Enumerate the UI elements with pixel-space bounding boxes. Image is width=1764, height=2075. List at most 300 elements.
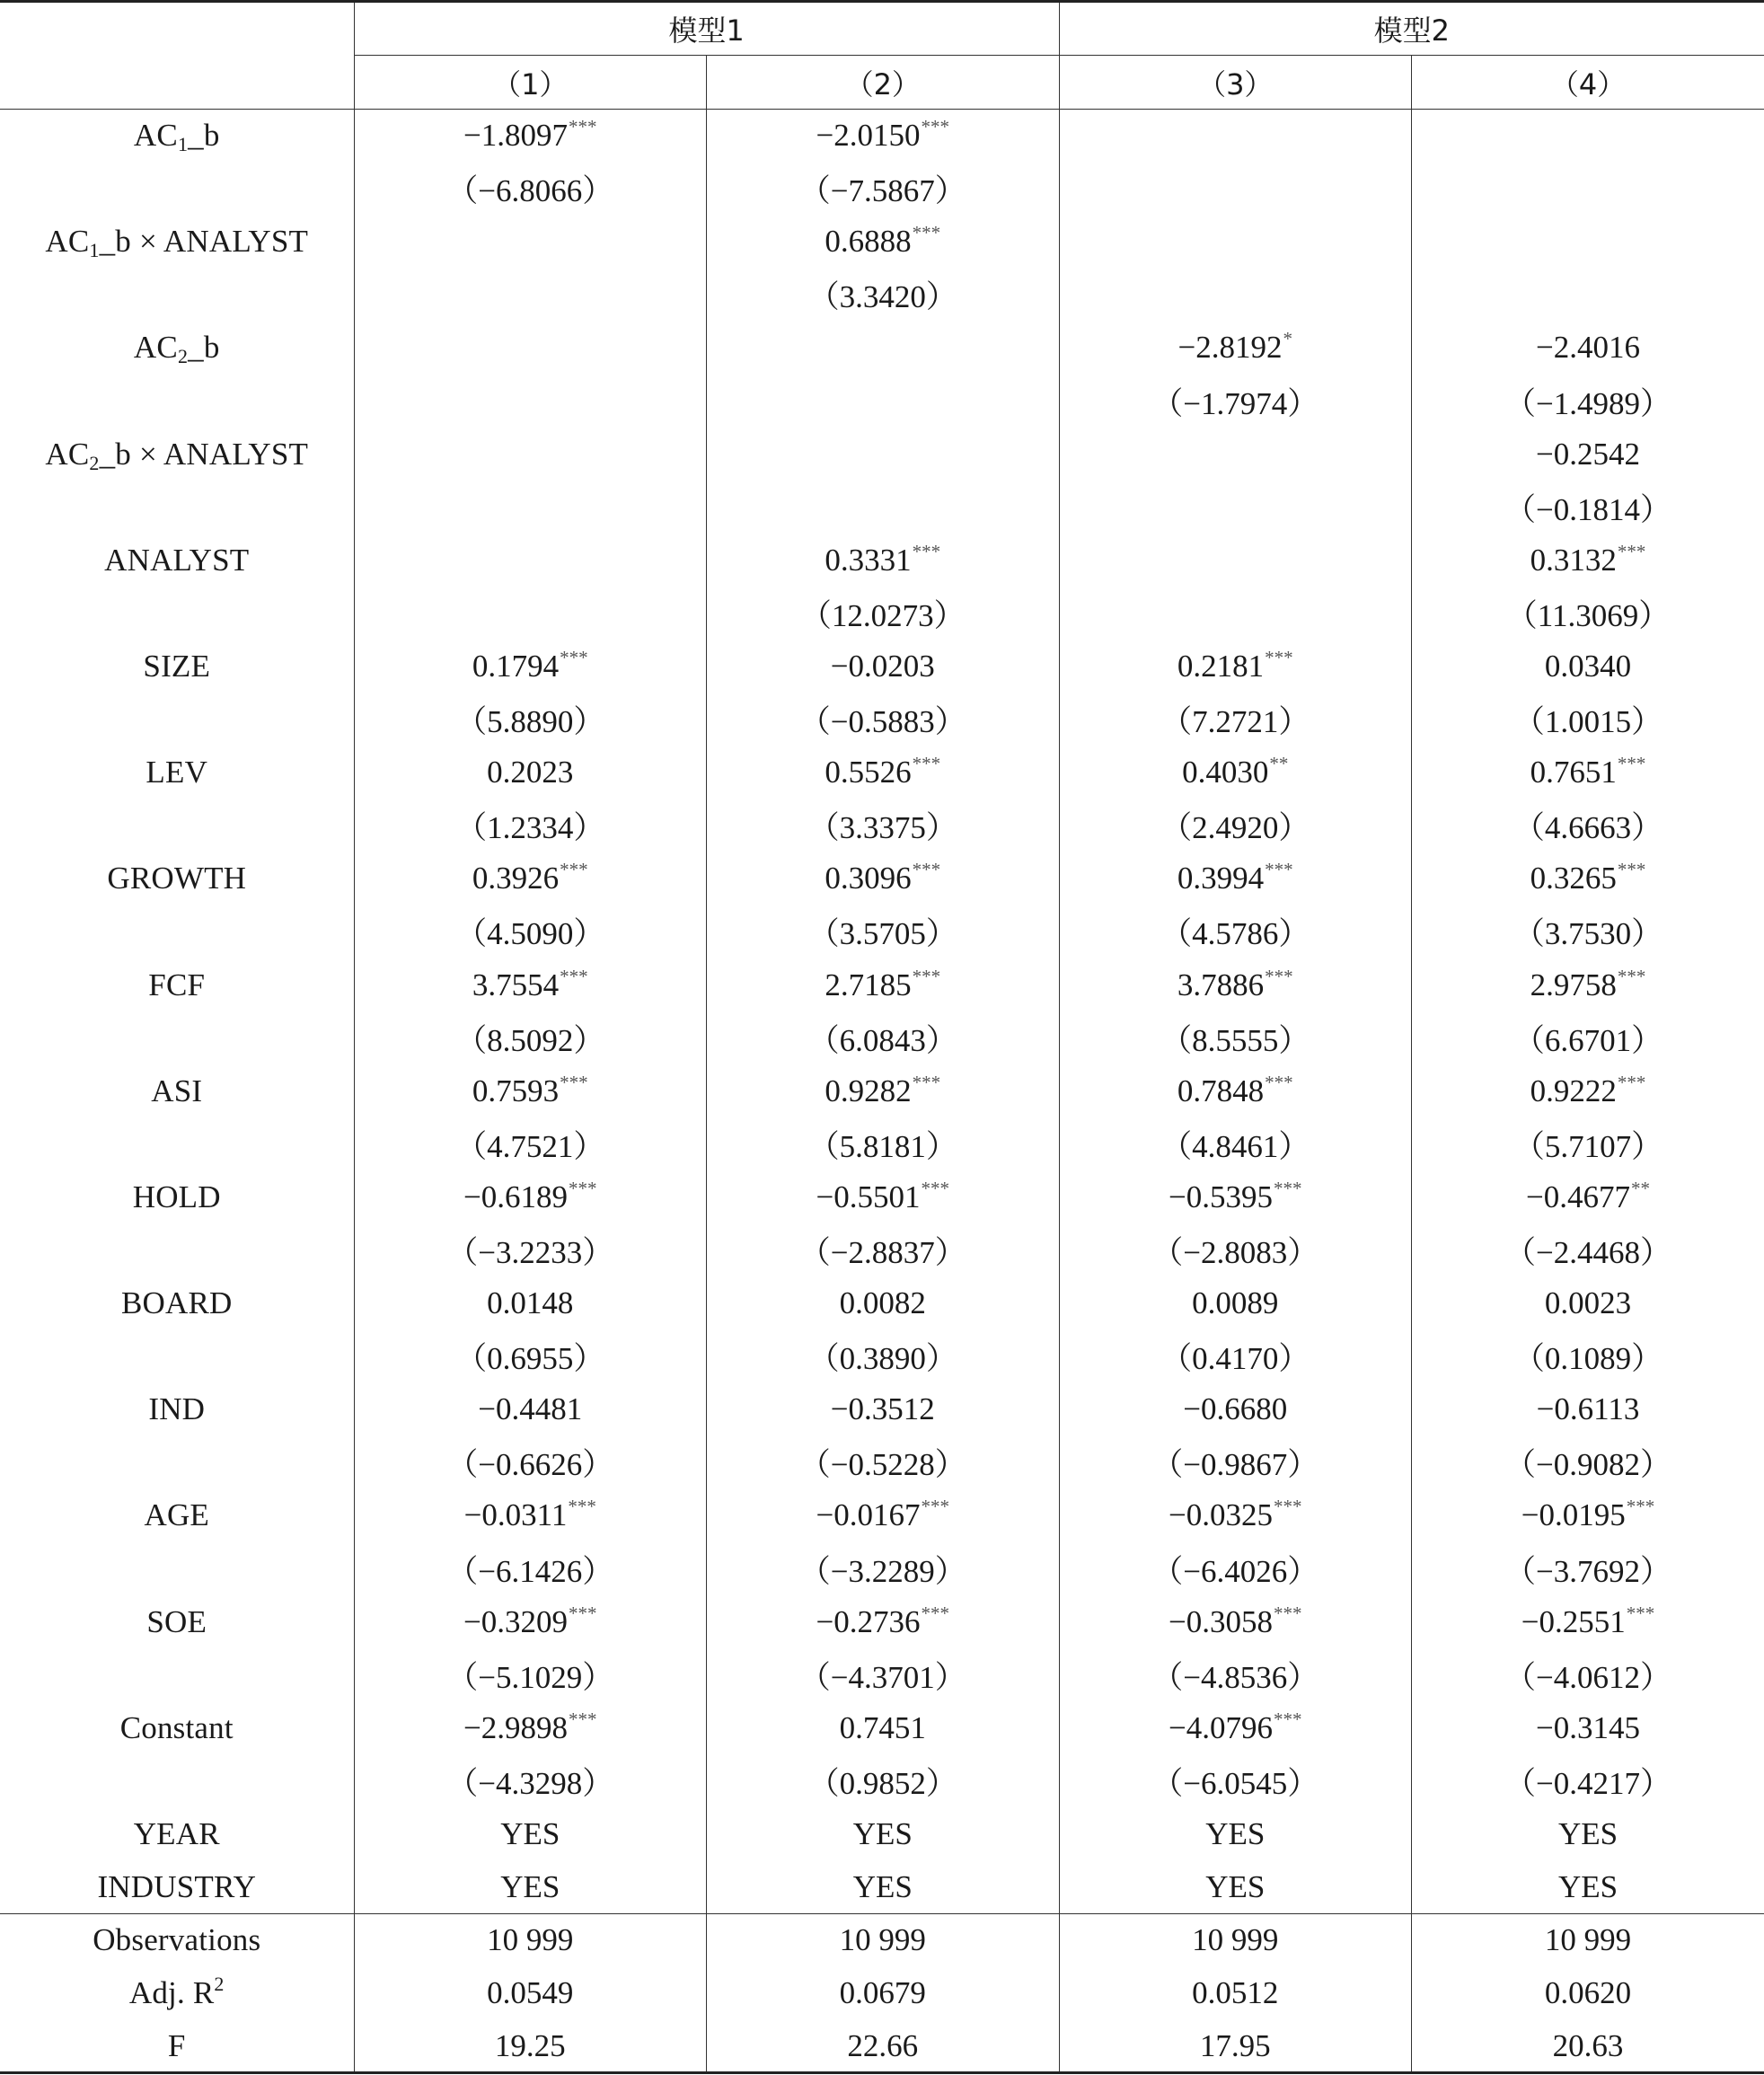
cell-value: −0.0167 [816, 1497, 921, 1533]
cell-value: 10 999 [487, 1922, 574, 1958]
cell-value: （7.2721） [1160, 704, 1310, 740]
cell-value: 0.0512 [1192, 1975, 1279, 2011]
value-cell-col-2 [707, 1542, 1060, 1595]
cell-value: （−3.2233） [446, 1235, 614, 1271]
value-cell-col-2 [707, 1701, 1060, 1754]
cell-value: （4.6663） [1513, 810, 1663, 846]
row-label-cell [0, 1383, 354, 1436]
cell-value: −0.6189 [463, 1179, 568, 1214]
row-label-cell [0, 1754, 354, 1807]
value-cell-col-3 [1059, 269, 1412, 322]
cell-value: （−0.5883） [798, 704, 966, 740]
value-cell-col-4 [1412, 1170, 1764, 1223]
significance-stars: *** [912, 1071, 941, 1093]
row-label-cell [0, 640, 354, 693]
value-cell-col-2 [707, 1011, 1060, 1064]
cell-value: YES [1205, 1868, 1266, 1904]
cell-value: （1.0015） [1513, 704, 1663, 740]
cell-value: −2.9898 [463, 1709, 568, 1745]
value-cell-col-3 [1059, 1861, 1412, 1914]
value-cell-col-4 [1412, 1914, 1764, 1967]
table-row [0, 1542, 1764, 1595]
cell-value: 0.3994 [1177, 861, 1265, 896]
row-label-cell [0, 799, 354, 852]
row-label-cell [0, 1648, 354, 1701]
cell-value: −4.0796 [1169, 1709, 1273, 1745]
cell-value: （−2.4468） [1504, 1235, 1671, 1271]
cell-value: （−1.7974） [1151, 385, 1319, 421]
row-label-suffix: _b [188, 118, 220, 154]
value-cell-col-3 [1059, 693, 1412, 746]
table-row [0, 110, 1764, 163]
significance-stars: *** [1274, 1708, 1302, 1730]
value-cell-col-2 [707, 1914, 1060, 1967]
cell-value: （−0.5228） [798, 1447, 966, 1483]
row-label: F [167, 2027, 186, 2063]
cell-value: 10 999 [1544, 1922, 1632, 1958]
cell-value: （−2.8083） [1151, 1235, 1319, 1271]
table-row [0, 1223, 1764, 1276]
table-row [0, 1064, 1764, 1117]
value-cell-col-2 [707, 1064, 1060, 1117]
header-column-2: （2） [707, 56, 1060, 110]
value-cell-col-3 [1059, 1542, 1412, 1595]
value-cell-col-3 [1059, 1064, 1412, 1117]
value-cell-col-1 [354, 2020, 707, 2073]
value-cell-col-1 [354, 693, 707, 746]
cell-value: （−3.7692） [1504, 1553, 1671, 1589]
value-cell-col-3 [1059, 1754, 1412, 1807]
row-label-cell [0, 1701, 354, 1754]
value-cell-col-3 [1059, 1489, 1412, 1542]
cell-value: −2.8192 [1177, 330, 1283, 366]
table-row [0, 905, 1764, 958]
cell-value: 0.7593 [472, 1073, 560, 1108]
cell-value: 0.0082 [839, 1285, 926, 1321]
value-cell-col-3 [1059, 852, 1412, 905]
header-group-model-1: 模型1 [354, 2, 1059, 56]
value-cell-col-1 [354, 1277, 707, 1330]
cell-value: 0.3132 [1530, 542, 1617, 578]
significance-stars: *** [1265, 965, 1293, 987]
row-label: AC [45, 436, 90, 472]
table-row [0, 1967, 1764, 2020]
value-cell-col-3 [1059, 905, 1412, 958]
significance-stars: *** [560, 859, 588, 881]
value-cell-col-1 [354, 534, 707, 587]
header-column-3: （3） [1059, 56, 1412, 110]
value-cell-col-1 [354, 1489, 707, 1542]
cell-value: 17.95 [1199, 2027, 1271, 2063]
row-label-cell [0, 1011, 354, 1064]
cell-value: −0.0325 [1169, 1497, 1273, 1533]
cell-value: （5.8890） [455, 704, 605, 740]
significance-stars: *** [1617, 965, 1646, 987]
value-cell-col-1 [354, 110, 707, 163]
cell-value: −0.3058 [1169, 1603, 1273, 1639]
value-cell-col-4 [1412, 799, 1764, 852]
value-cell-col-2 [707, 1967, 1060, 2020]
cell-value: −1.8097 [463, 118, 568, 154]
cell-value: 0.2023 [487, 755, 574, 790]
value-cell-col-3 [1059, 534, 1412, 587]
cell-value: （−6.0545） [1151, 1765, 1319, 1801]
value-cell-col-1 [354, 640, 707, 693]
header-column-4: （4） [1412, 56, 1764, 110]
value-cell-col-2 [707, 958, 1060, 1011]
cell-value: （−1.4989） [1504, 385, 1671, 421]
cell-value: −0.6680 [1183, 1391, 1288, 1427]
table-row [0, 1595, 1764, 1648]
value-cell-col-2 [707, 1223, 1060, 1276]
cell-value: （−0.4217） [1504, 1765, 1671, 1801]
cell-value: （4.8461） [1160, 1128, 1310, 1164]
cell-value: （3.5705） [807, 916, 957, 952]
value-cell-col-4 [1412, 1223, 1764, 1276]
table-row [0, 799, 1764, 852]
cell-value: 0.3926 [472, 861, 560, 896]
value-cell-col-4 [1412, 1436, 1764, 1489]
value-cell-col-4 [1412, 375, 1764, 428]
table-row [0, 1277, 1764, 1330]
significance-stars: *** [1265, 1071, 1293, 1093]
cell-value: −0.3209 [463, 1603, 568, 1639]
cell-value: 0.5526 [825, 755, 912, 790]
value-cell-col-2 [707, 481, 1060, 534]
significance-stars: *** [568, 1496, 596, 1518]
cell-value: （−6.4026） [1151, 1553, 1319, 1589]
value-cell-col-2 [707, 269, 1060, 322]
value-cell-col-1 [354, 1117, 707, 1170]
value-cell-col-1 [354, 216, 707, 269]
value-cell-col-1 [354, 1011, 707, 1064]
cell-value: （−6.8066） [446, 173, 614, 209]
table-row [0, 693, 1764, 746]
row-label-cell [0, 852, 354, 905]
cell-value: YES [852, 1816, 913, 1852]
cell-value: YES [1557, 1816, 1618, 1852]
value-cell-col-1 [354, 1701, 707, 1754]
row-label-cell [0, 216, 354, 269]
cell-value: 0.9282 [825, 1073, 912, 1108]
value-cell-col-1 [354, 481, 707, 534]
value-cell-col-2 [707, 216, 1060, 269]
row-label-subscript: 2 [89, 451, 100, 474]
significance-stars: *** [1265, 646, 1293, 668]
cell-value: −0.3145 [1536, 1709, 1640, 1745]
significance-stars: *** [1265, 859, 1293, 881]
table-row [0, 1701, 1764, 1754]
value-cell-col-3 [1059, 1648, 1412, 1701]
table-row [0, 322, 1764, 375]
value-cell-col-3 [1059, 1330, 1412, 1383]
value-cell-col-3 [1059, 1223, 1412, 1276]
row-label: Constant [119, 1709, 234, 1745]
value-cell-col-3 [1059, 1011, 1412, 1064]
significance-stars: *** [560, 965, 588, 987]
cell-value: （6.6701） [1513, 1022, 1663, 1058]
row-label-cell [0, 534, 354, 587]
value-cell-col-1 [354, 1064, 707, 1117]
row-label: AC [133, 118, 178, 154]
significance-stars: *** [912, 540, 941, 562]
cell-value: YES [852, 1868, 913, 1904]
cell-value: （4.7521） [455, 1128, 605, 1164]
value-cell-col-2 [707, 1648, 1060, 1701]
cell-value: −0.5395 [1169, 1179, 1273, 1214]
row-label: AGE [144, 1497, 210, 1533]
cell-value: （6.0843） [807, 1022, 957, 1058]
value-cell-col-4 [1412, 534, 1764, 587]
row-label: AC [45, 224, 90, 260]
value-cell-col-4 [1412, 1064, 1764, 1117]
value-cell-col-1 [354, 746, 707, 799]
value-cell-col-2 [707, 534, 1060, 587]
significance-stars: *** [921, 116, 949, 138]
value-cell-col-2 [707, 1754, 1060, 1807]
cell-value: −0.4481 [478, 1391, 583, 1427]
significance-stars: ** [1269, 753, 1289, 775]
row-label: IND [148, 1391, 206, 1427]
cell-value: （5.8181） [807, 1128, 957, 1164]
value-cell-col-2 [707, 1277, 1060, 1330]
significance-stars: *** [1617, 540, 1646, 562]
value-cell-col-4 [1412, 1117, 1764, 1170]
value-cell-col-1 [354, 375, 707, 428]
row-label: YEAR [133, 1816, 220, 1852]
table-header [0, 2, 1764, 110]
row-label-cell [0, 110, 354, 163]
cell-value: 0.0023 [1544, 1285, 1632, 1321]
value-cell-col-1 [354, 1914, 707, 1967]
row-label: FCF [148, 967, 206, 1002]
value-cell-col-3 [1059, 958, 1412, 1011]
significance-stars: *** [569, 1177, 597, 1199]
value-cell-col-1 [354, 905, 707, 958]
value-cell-col-2 [707, 322, 1060, 375]
cell-value: −2.0150 [816, 118, 921, 154]
cell-value: 0.7848 [1177, 1073, 1265, 1108]
table-row [0, 1011, 1764, 1064]
cell-value: 0.0679 [839, 1975, 926, 2011]
value-cell-col-4 [1412, 428, 1764, 481]
header-group-model-2: 模型2 [1059, 2, 1764, 56]
row-label-cell [0, 1861, 354, 1914]
cell-value: （−7.5867） [798, 173, 966, 209]
value-cell-col-1 [354, 1330, 707, 1383]
header-group-row [0, 2, 1764, 56]
value-cell-col-4 [1412, 1383, 1764, 1436]
table-row [0, 1436, 1764, 1489]
row-label-cell [0, 746, 354, 799]
cell-value: 3.7554 [472, 967, 560, 1002]
significance-stars: *** [912, 859, 941, 881]
row-label-cell [0, 1914, 354, 1967]
cell-value: −0.6113 [1536, 1391, 1640, 1427]
value-cell-col-1 [354, 1648, 707, 1701]
table-row [0, 1861, 1764, 1914]
cell-value: 0.0340 [1544, 648, 1632, 684]
value-cell-col-2 [707, 1170, 1060, 1223]
value-cell-col-4 [1412, 693, 1764, 746]
table-row [0, 375, 1764, 428]
cell-value: 20.63 [1552, 2027, 1624, 2063]
row-label: SOE [146, 1603, 207, 1639]
cell-value: （5.7107） [1513, 1128, 1663, 1164]
table-row [0, 481, 1764, 534]
cell-value: （0.3890） [807, 1341, 957, 1377]
significance-stars: *** [1274, 1602, 1302, 1624]
row-label-cell [0, 1489, 354, 1542]
value-cell-col-3 [1059, 1914, 1412, 1967]
cell-value: −0.3512 [830, 1391, 935, 1427]
cell-value: 0.4030 [1182, 755, 1269, 790]
value-cell-col-4 [1412, 640, 1764, 693]
row-label-cell [0, 481, 354, 534]
row-label-cell [0, 587, 354, 640]
value-cell-col-4 [1412, 587, 1764, 640]
cell-value: −2.4016 [1536, 330, 1640, 366]
value-cell-col-3 [1059, 1595, 1412, 1648]
cell-value: （8.5092） [455, 1022, 605, 1058]
value-cell-col-3 [1059, 428, 1412, 481]
value-cell-col-2 [707, 1861, 1060, 1914]
row-label-suffix: _b × ANALYST [99, 224, 309, 260]
value-cell-col-2 [707, 1330, 1060, 1383]
value-cell-col-2 [707, 905, 1060, 958]
value-cell-col-2 [707, 1436, 1060, 1489]
table-row [0, 1808, 1764, 1861]
value-cell-col-4 [1412, 905, 1764, 958]
row-label-subscript: 1 [89, 239, 100, 262]
value-cell-col-2 [707, 799, 1060, 852]
cell-value: YES [1557, 1868, 1618, 1904]
value-cell-col-3 [1059, 322, 1412, 375]
significance-stars: *** [569, 1602, 597, 1624]
cell-value: 0.0549 [487, 1975, 574, 2011]
cell-value: （−6.1426） [446, 1553, 614, 1589]
row-label: SIZE [143, 648, 211, 684]
row-label-cell [0, 905, 354, 958]
cell-value: −0.0195 [1521, 1497, 1626, 1533]
row-label-cell [0, 1436, 354, 1489]
value-cell-col-4 [1412, 1648, 1764, 1701]
cell-value: 0.7651 [1530, 755, 1617, 790]
cell-value: YES [1205, 1816, 1266, 1852]
value-cell-col-4 [1412, 322, 1764, 375]
cell-value: −0.2736 [816, 1603, 921, 1639]
significance-stars: *** [569, 1708, 597, 1730]
cell-value: （−4.3298） [446, 1765, 614, 1801]
row-label-cell [0, 1277, 354, 1330]
table-row [0, 216, 1764, 269]
value-cell-col-1 [354, 1542, 707, 1595]
value-cell-col-1 [354, 852, 707, 905]
value-cell-col-3 [1059, 110, 1412, 163]
table-row [0, 428, 1764, 481]
row-label-cell [0, 2020, 354, 2073]
value-cell-col-3 [1059, 216, 1412, 269]
cell-value: 3.7886 [1177, 967, 1265, 1002]
value-cell-col-2 [707, 746, 1060, 799]
value-cell-col-1 [354, 1223, 707, 1276]
cell-value: （3.7530） [1513, 916, 1663, 952]
significance-stars: *** [569, 116, 597, 138]
value-cell-col-2 [707, 1383, 1060, 1436]
value-cell-col-4 [1412, 216, 1764, 269]
value-cell-col-4 [1412, 852, 1764, 905]
row-label-cell [0, 1542, 354, 1595]
cell-value: 10 999 [839, 1922, 926, 1958]
cell-value: （−2.8837） [798, 1235, 966, 1271]
cell-value: −0.4677 [1526, 1179, 1630, 1214]
table-row [0, 163, 1764, 216]
row-label-cell [0, 958, 354, 1011]
cell-value: 0.3096 [825, 861, 912, 896]
significance-stars: *** [1617, 753, 1646, 775]
cell-value: 0.6888 [825, 224, 912, 260]
cell-value: （12.0273） [799, 597, 966, 633]
row-label: AC [133, 330, 178, 366]
cell-value: （−0.9867） [1151, 1447, 1319, 1483]
value-cell-col-4 [1412, 1277, 1764, 1330]
significance-stars: * [1283, 328, 1292, 350]
significance-stars: *** [1626, 1496, 1655, 1518]
significance-stars: *** [1626, 1602, 1655, 1624]
value-cell-col-1 [354, 322, 707, 375]
significance-stars: *** [1274, 1496, 1302, 1518]
value-cell-col-3 [1059, 640, 1412, 693]
value-cell-col-4 [1412, 746, 1764, 799]
cell-value: −0.0203 [830, 648, 935, 684]
value-cell-col-3 [1059, 1808, 1412, 1861]
value-cell-col-2 [707, 1808, 1060, 1861]
value-cell-col-1 [354, 1967, 707, 2020]
cell-value: （−0.6626） [446, 1447, 614, 1483]
value-cell-col-2 [707, 2020, 1060, 2073]
cell-value: （−4.0612） [1504, 1659, 1671, 1695]
table-row [0, 1489, 1764, 1542]
table-row [0, 1914, 1764, 1967]
row-label-cell [0, 428, 354, 481]
cell-value: −0.0311 [463, 1497, 568, 1533]
cell-value: （−3.2289） [798, 1553, 966, 1589]
row-label: Observations [93, 1922, 261, 1958]
cell-value: （−0.9082） [1504, 1447, 1671, 1483]
value-cell-col-2 [707, 1489, 1060, 1542]
value-cell-col-3 [1059, 799, 1412, 852]
value-cell-col-1 [354, 269, 707, 322]
cell-value: YES [500, 1816, 560, 1852]
value-cell-col-4 [1412, 1754, 1764, 1807]
significance-stars: *** [912, 965, 941, 987]
cell-value: （2.4920） [1160, 810, 1310, 846]
cell-value: （−4.8536） [1151, 1659, 1319, 1695]
cell-value: 2.9758 [1530, 967, 1617, 1002]
row-label-suffix: _b × ANALYST [99, 436, 309, 472]
row-label: GROWTH [107, 861, 247, 896]
cell-value: −0.5501 [816, 1179, 921, 1214]
cell-value: 0.2181 [1177, 648, 1265, 684]
value-cell-col-1 [354, 428, 707, 481]
value-cell-col-1 [354, 587, 707, 640]
row-label-suffix: _b [188, 330, 220, 366]
value-cell-col-3 [1059, 1967, 1412, 2020]
value-cell-col-2 [707, 587, 1060, 640]
cell-value: （0.6955） [455, 1341, 605, 1377]
row-label-cell [0, 1967, 354, 2020]
value-cell-col-4 [1412, 481, 1764, 534]
